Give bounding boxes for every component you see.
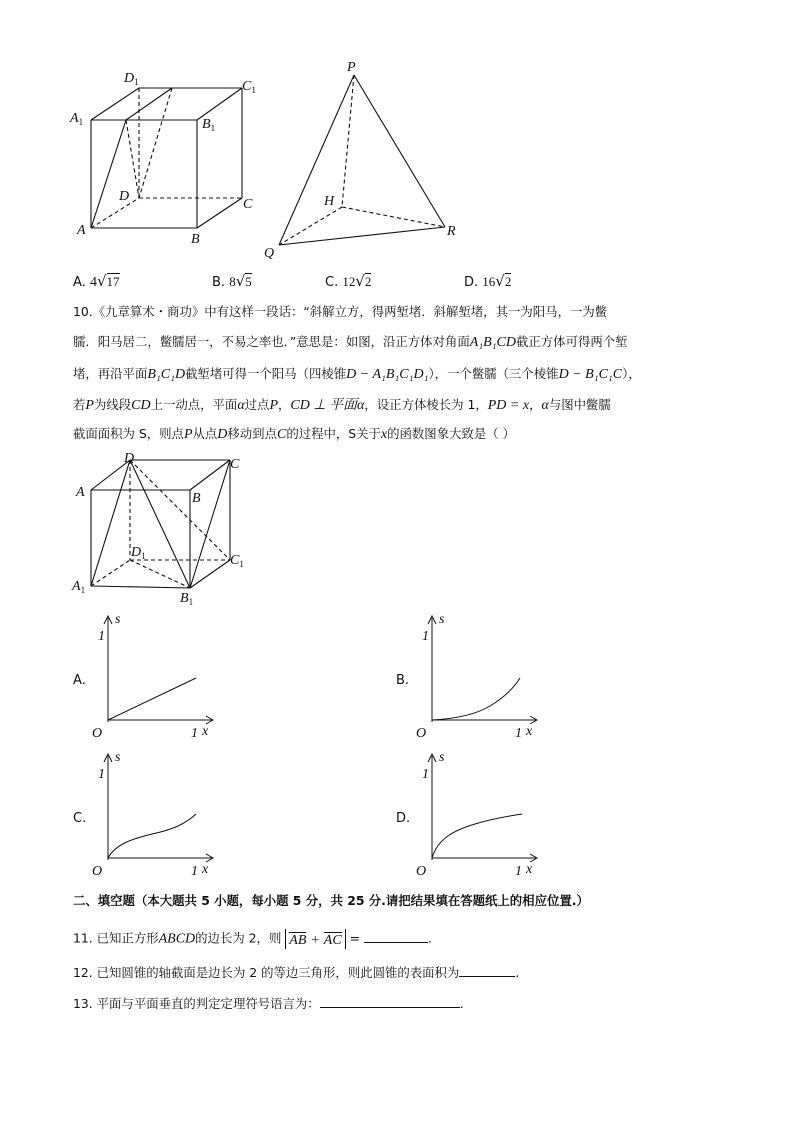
svg-text:1: 1 <box>191 864 198 879</box>
label-A: A <box>76 485 85 500</box>
q10-line-5: 截面面积为 S，则点P从点D移动到点C的过程中，S关于x的函数图象大致是（ ） <box>73 426 515 442</box>
q10-line-3: 堵，再沿平面B₁C₁D截堑堵可得一个阳马（四棱锥D − A₁B₁C₁D₁），一个鳖臑（三个棱锥D − B₁C₁C）， <box>73 366 641 382</box>
svg-text:1: 1 <box>422 629 429 644</box>
label-R: R <box>447 224 456 239</box>
label-B1: $B_1$ <box>202 117 216 133</box>
q10-graph-d[interactable] <box>410 748 550 882</box>
label-A: A <box>77 223 86 238</box>
svg-text:O: O <box>416 726 427 741</box>
q10-graph-c[interactable] <box>86 748 226 882</box>
svg-text:O: O <box>416 864 427 879</box>
q10-line-2: 臑．阳马居二，鳖臑居一，不易之率也．”意思是：如图，沿正方体对角面A₁B₁CD截正方体可得两个堑 <box>73 334 628 350</box>
label-B1: $B_1$ <box>180 591 194 607</box>
section-2-title: 二、填空题（本大题共 5 小题，每小题 5 分，共 25 分.请把结果填在答题纸上的相应位置.） <box>73 893 589 908</box>
label-D1: $D_1$ <box>124 71 139 87</box>
svg-text:1: 1 <box>191 726 198 741</box>
svg-text:1: 1 <box>515 864 522 879</box>
svg-text:x: x <box>526 862 533 877</box>
q10-line-1: 10.《九章算术・商功》中有这样一段话：“斜解立方，得两堑堵．斜解堑堵，其一为阳马，一为鳖 <box>73 304 608 319</box>
label-C: C <box>230 457 240 472</box>
q9-tetrahedron-figure <box>255 55 475 265</box>
label-C1: $C_1$ <box>242 79 256 95</box>
q10-cube-figure <box>60 448 260 608</box>
q12: 12. 已知圆锥的轴截面是边长为 2 的等边三角形，则此圆锥的表面积为 . <box>73 965 520 980</box>
label-H: H <box>324 194 335 209</box>
label-P: P <box>347 60 356 75</box>
svg-text:s: s <box>115 750 121 765</box>
q10-option-b-label[interactable]: B. <box>396 673 410 688</box>
svg-text:1: 1 <box>98 629 105 644</box>
label-D: D <box>119 189 130 204</box>
q10-graph-b[interactable] <box>410 610 550 744</box>
q9-option-c[interactable]: C. 12√2 <box>325 272 372 290</box>
q10-option-d-label[interactable]: D. <box>396 811 411 826</box>
label-D: D <box>124 451 135 466</box>
q10-option-a-label[interactable]: A. <box>73 673 86 688</box>
label-C: C <box>243 197 253 212</box>
q10-option-c-label[interactable]: C. <box>73 811 87 826</box>
label-Q: Q <box>264 246 275 261</box>
svg-text:x: x <box>202 724 209 739</box>
q11: 11. 已知正方形ABCD的边长为 2，则 AB + AC = . <box>73 930 432 948</box>
label-B: B <box>191 232 200 247</box>
svg-text:1: 1 <box>515 726 522 741</box>
label-A1: $A_1$ <box>70 111 84 127</box>
q13: 13. 平面与平面垂直的判定定理符号语言为： . <box>73 996 464 1011</box>
label-D1: $D_1$ <box>131 545 146 561</box>
q9-option-b[interactable]: B. 8√5 <box>212 272 252 290</box>
q12-answer-blank[interactable] <box>459 964 515 977</box>
svg-text:s: s <box>439 750 445 765</box>
svg-text:1: 1 <box>98 767 105 782</box>
q10-graph-a[interactable] <box>86 610 226 744</box>
svg-text:1: 1 <box>422 767 429 782</box>
q10-line-4: 若P为线段CD上一动点，平面α过点P，CD ⊥ 平面α，设正方体棱长为 1，PD = x，α与图中鳖臑 <box>73 397 611 413</box>
svg-text:x: x <box>202 862 209 877</box>
label-B: B <box>192 491 201 506</box>
q9-option-d[interactable]: D. 16√2 <box>464 272 512 290</box>
svg-text:O: O <box>92 864 103 879</box>
q13-answer-blank[interactable] <box>320 995 460 1008</box>
svg-text:s: s <box>439 612 445 627</box>
label-A1: $A_1$ <box>72 579 86 595</box>
svg-text:x: x <box>526 724 533 739</box>
svg-text:s: s <box>115 612 121 627</box>
label-C1: $C_1$ <box>230 553 244 569</box>
q9-option-a[interactable]: A. 4√17 <box>73 272 120 290</box>
q9-cube-figure <box>60 68 270 248</box>
svg-text:O: O <box>92 726 103 741</box>
q11-answer-blank[interactable] <box>364 930 428 943</box>
